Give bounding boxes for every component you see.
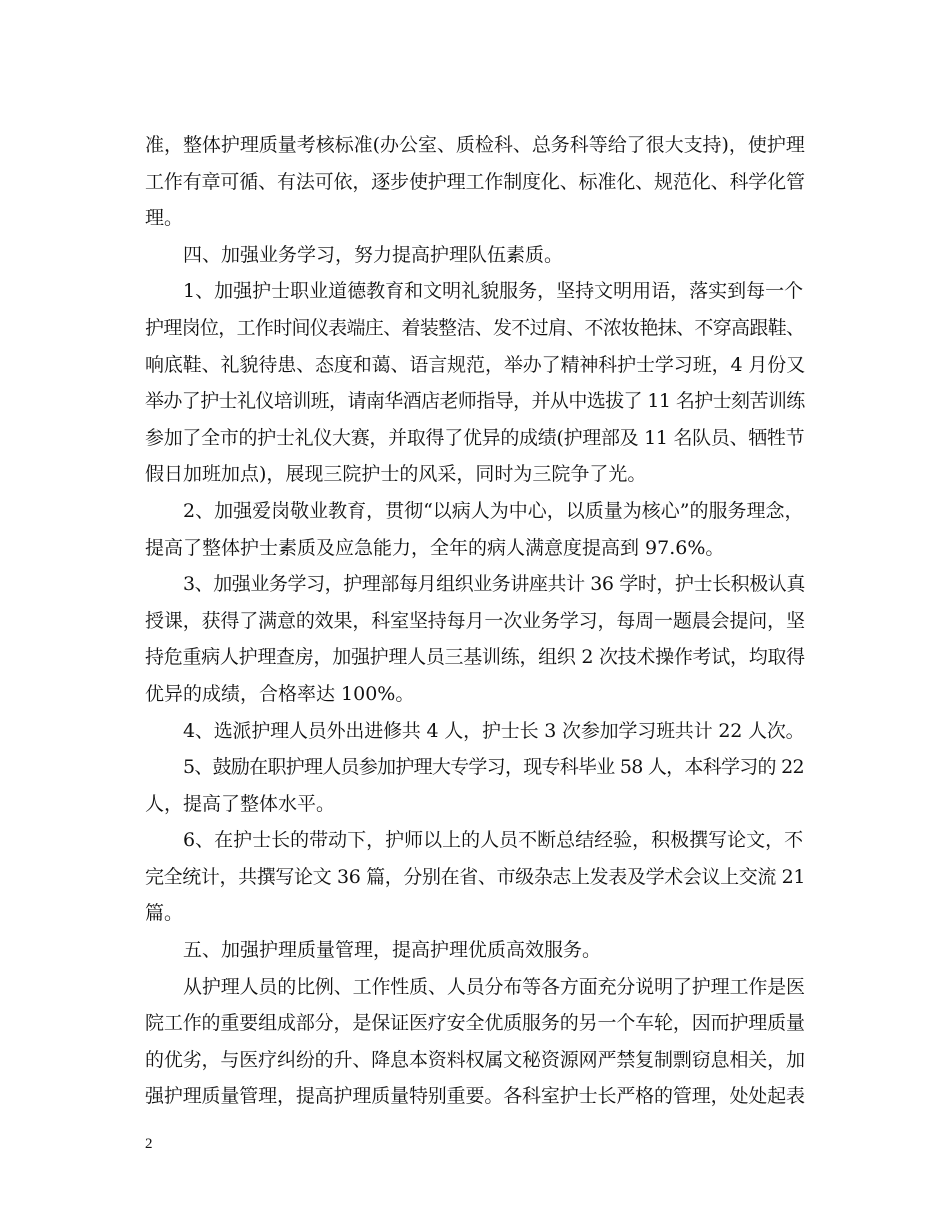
text-line: 响底鞋、礼貌待患、态度和蔼、语言规范，举办了精神科护士学习班，4 月份又 (145, 353, 806, 376)
text-line: 的优劣，与医疗纠纷的升、降息本资料权属文秘资源网严禁复制剽窃息相关，加 (145, 1048, 805, 1071)
text-line: 6、在护士长的带动下，护师以上的人员不断总结经验，积极撰写论文，不 (183, 829, 804, 852)
text-line: 4、选派护理人员外出进修共 4 人，护士长 3 次参加学习班共计 22 人次。 (183, 719, 805, 742)
text-line: 5、鼓励在职护理人员参加护理大专学习，现专科毕业 58 人，本科学习的 22 (183, 756, 804, 779)
text-line: 理。 (145, 207, 184, 230)
text-line: 完全统计，共撰写论文 36 篇，分别在省、市级杂志上发表及学术会议上交流 21 (145, 865, 806, 888)
text-line: 优异的成绩，合格率达 100%。 (145, 682, 415, 705)
text-line: 篇。 (145, 902, 184, 925)
text-line: 提高了整体护士素质及应急能力，全年的病人满意度提高到 97.6%。 (145, 536, 725, 559)
document-body (145, 127, 805, 1115)
text-line: 2、加强爱岗敬业教育，贯彻“以病人为中心，以质量为核心”的服务理念， (183, 499, 804, 522)
text-line: 护理岗位，工作时间仪表端庄、着装整洁、发不过肩、不浓妆艳抹、不穿高跟鞋、 (145, 316, 805, 339)
text-line: 参加了全市的护士礼仪大赛，并取得了优异的成绩(护理部及 11 名队员、牺牲节 (145, 426, 805, 449)
text-line: 强护理质量管理，提高护理质量特别重要。各科室护士长严格的管理，处处起表 (145, 1085, 805, 1108)
text-line: 院工作的重要组成部分，是保证医疗安全优质服务的另一个车轮，因而护理质量 (145, 1012, 805, 1035)
page-number: 2 (145, 1136, 153, 1152)
text-line: 从护理人员的比例、工作性质、人员分布等各方面充分说明了护理工作是医 (183, 975, 805, 998)
text-line: 3、加强业务学习，护理部每月组织业务讲座共计 36 学时，护士长积极认真 (183, 573, 805, 596)
text-line: 四、加强业务学习，努力提高护理队伍素质。 (183, 243, 564, 266)
text-line: 授课，获得了满意的效果，科室坚持每月一次业务学习，每周一题晨会提问，坚 (145, 609, 805, 632)
text-line: 假日加班加点)，展现三院护士的风采，同时为三院争了光。 (145, 463, 647, 486)
text-line: 举办了护士礼仪培训班，请南华酒店老师指导，并从中选拔了 11 名护士刻苦训练 (145, 390, 805, 413)
text-line: 人，提高了整体水平。 (145, 792, 336, 815)
text-line: 工作有章可循、有法可依，逐步使护理工作制度化、标准化、规范化、科学化管 (145, 170, 805, 193)
text-line: 准，整体护理质量考核标准(办公室、质检科、总务科等给了很大支持)，使护理 (145, 134, 805, 156)
text-line: 持危重病人护理查房，加强护理人员三基训练，组织 2 次技术操作考试，均取得 (145, 646, 805, 669)
text-line: 1、加强护士职业道德教育和文明礼貌服务，坚持文明用语，落实到每一个 (183, 280, 804, 303)
text-line: 五、加强护理质量管理，提高护理优质高效服务。 (183, 939, 602, 962)
